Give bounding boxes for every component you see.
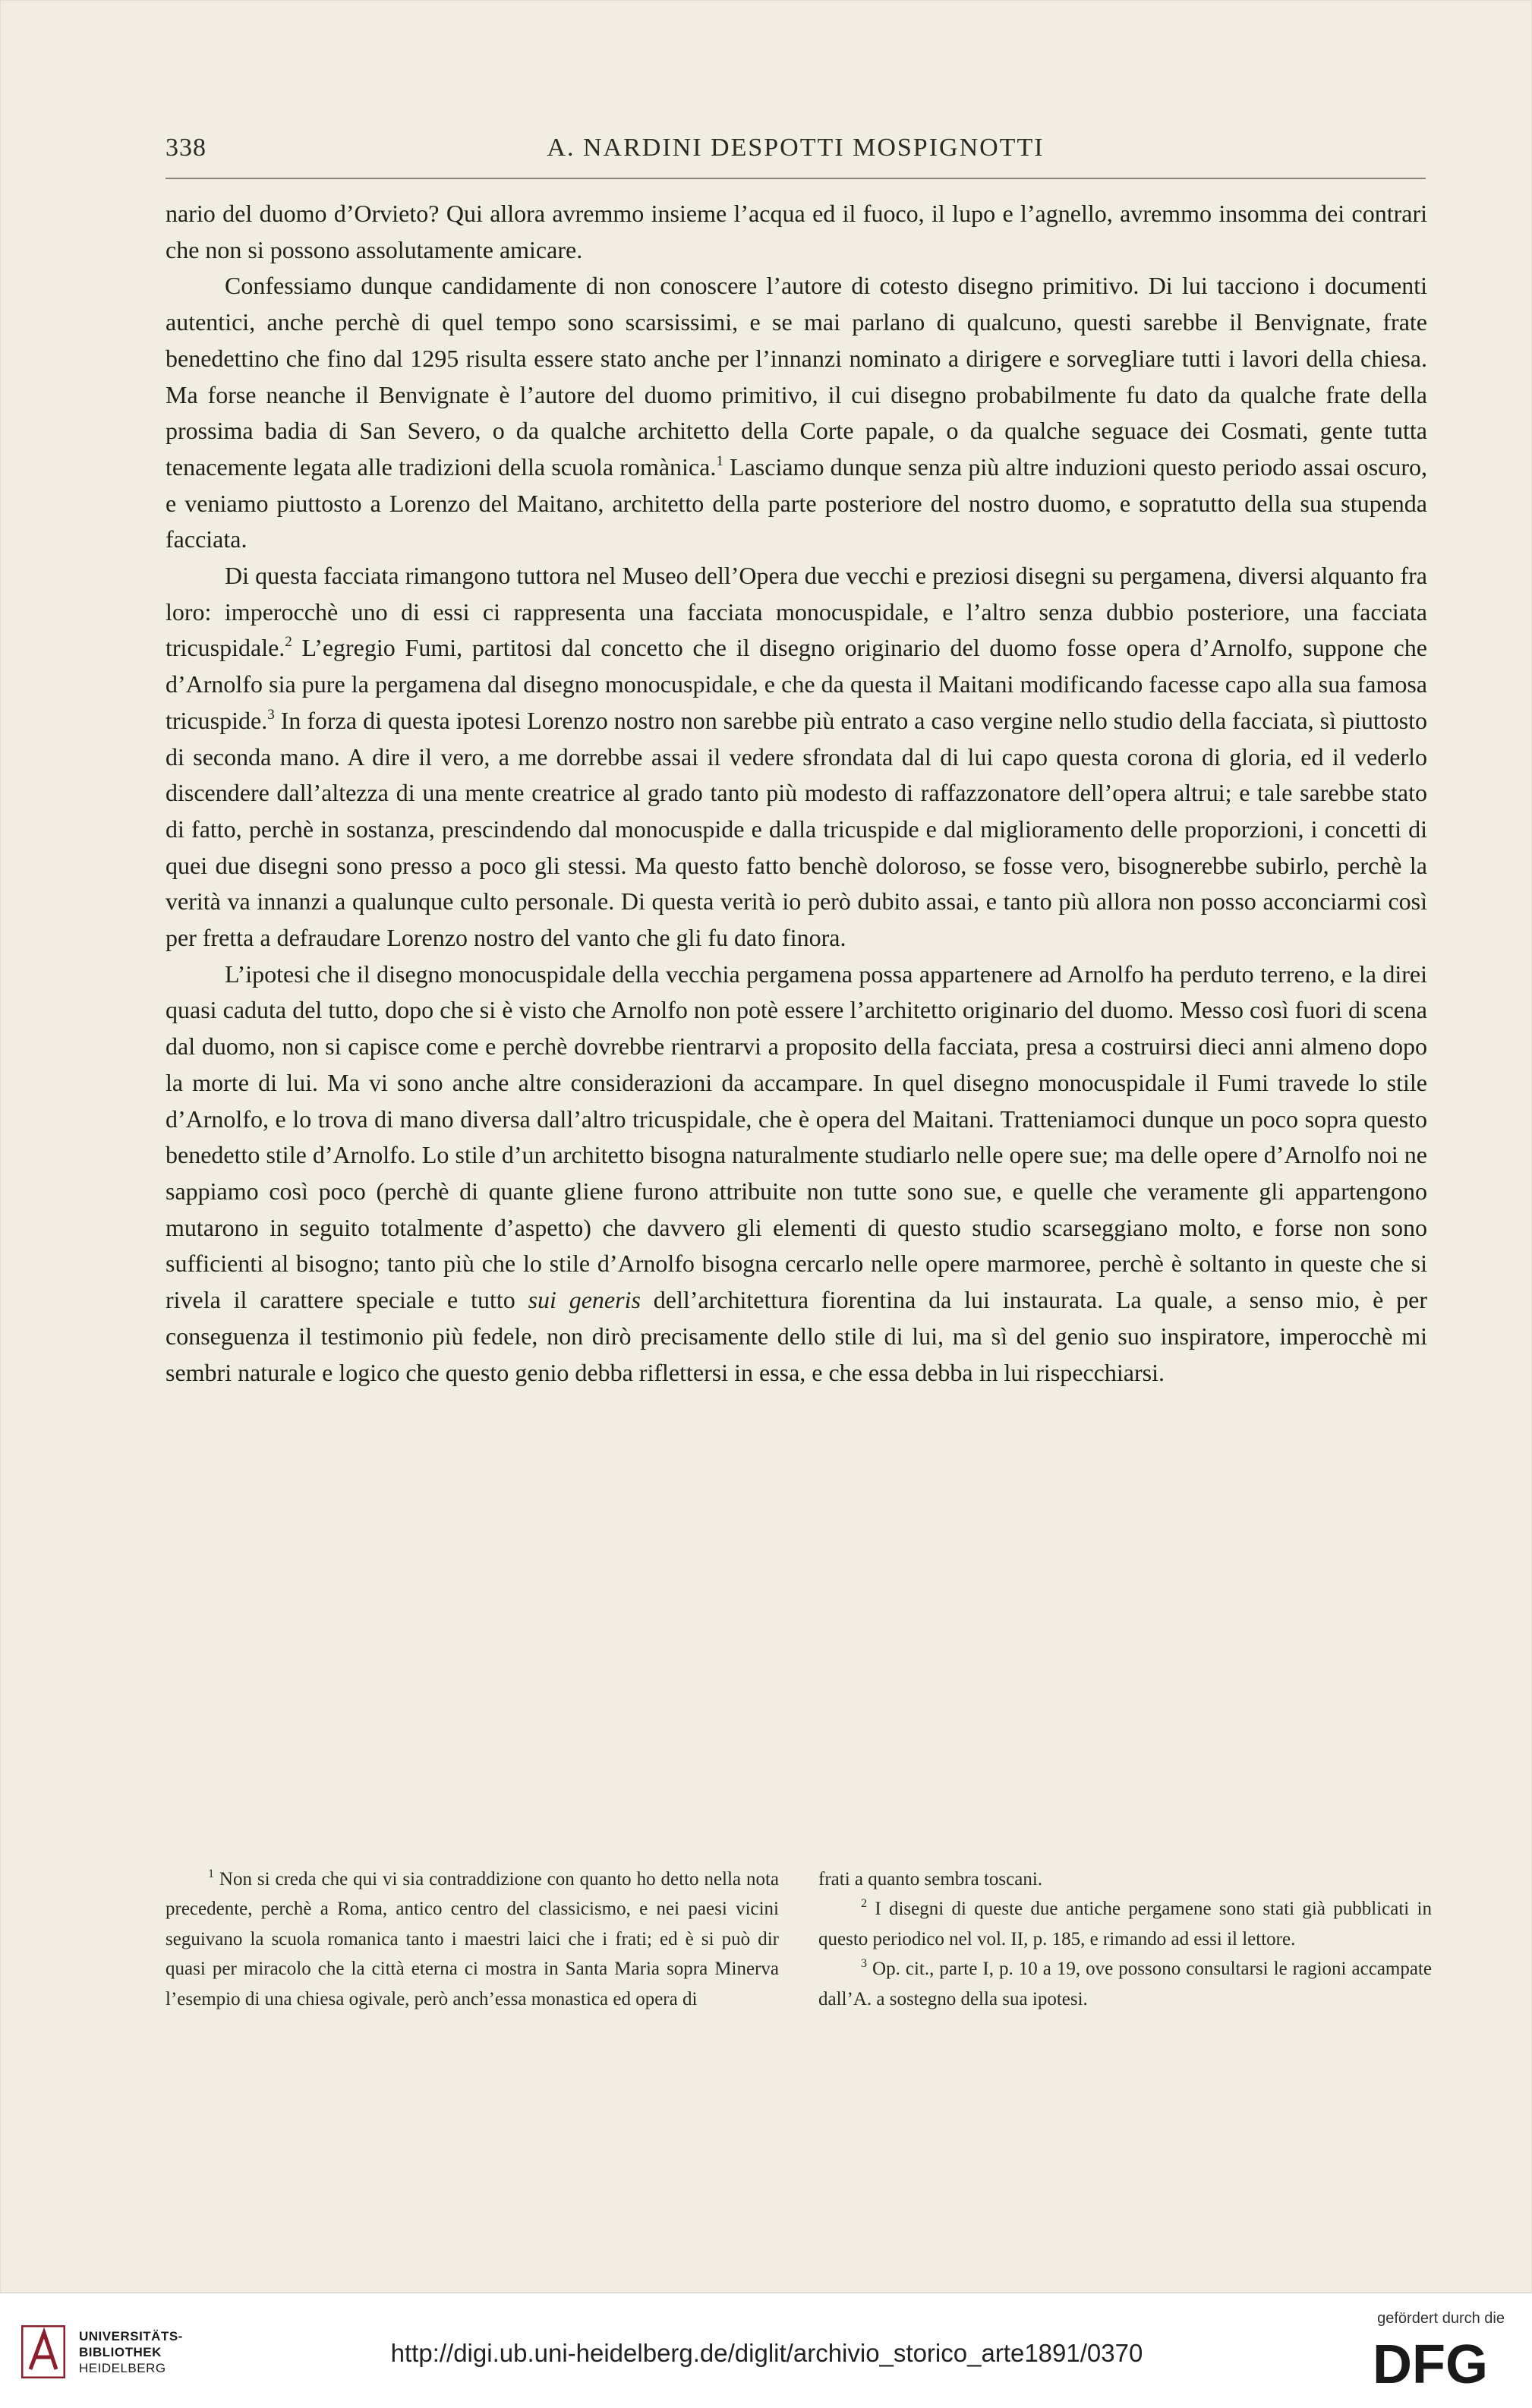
paragraph-4: L’ipotesi che il disegno monocuspidale della vecchia pergamena possa appartenere ad Arnolfo ha perduto terreno, e la direi quasi caduta del tutto, dopo che si è visto che Arnolfo non potè essere l’architetto originario del duomo. Messo così fuori di scena dal duomo, non si capisce come e perchè dovrebbe rientrarvi a proposito della facciata, presa a costruirsi dieci anni almeno dopo la morte di lui. Ma vi sono anche altre considerazioni da accampare. In quel disegno monocuspidale il Fumi travede lo stile d’Arnolfo, e lo trova di mano diversa dall’altro tricuspidale, che è opera del Maitani. Tratteniamoci dunque un poco sopra questo benedetto stile d’Arnolfo. Lo stile d’un architetto bisogna naturalmente studiarlo nelle opere sue; ma delle opere d’Arnolfo noi ne sappiamo così poco (perchè di quante gliene furono attribuite non tutte sono sue, e quelle che veramente gli appartengono mutarono in seguito totalmente d’aspetto) che davvero gli elementi di questo studio scarseggiano molto, e forse non sono sufficienti al bisogno; tanto più che lo stile d’Arnolfo bisogna cercarlo nelle opere marmoree, perchè è soltanto in queste che si rivela il carattere speciale e tutto sui generis dell’architettura fiorentina da lui instaurata. La quale, a senso mio, è per conseguenza il testimonio più fedele, non dirò precisamente dello stile di lui, ma sì del genio suo inspiratore, imperocchè mi sembri naturale e logico che questo genio debba riflettersi in essa, e che essa debba in lui rispecchiarsi.: [165, 960, 1428, 1386]
svg-text:DFG: DFG: [1373, 2336, 1488, 2389]
italic-phrase: sui generis: [528, 1286, 641, 1314]
footnote-1-continued: frati a quanto sembra toscani.: [818, 1869, 1043, 1890]
footnote-3: $^3$ Op. cit., parte I, p. 10 a 19, ove possono consultarsi le ragioni accampate dall’A. a sostegno della sua ipotesi.: [818, 1957, 1432, 2009]
funding-note: gefördert durch die: [1377, 2310, 1505, 2327]
main-text: [165, 196, 1427, 1391]
permalink-url[interactable]: http://digi.ub.uni-heidelberg.de/diglit/archivio_storico_arte1891/0370: [390, 2339, 1143, 2367]
paragraph-2: Confessiamo dunque candidamente di non conoscere l’autore di cotesto disegno primitivo. Di lui tacciono i documenti autentici, anche perchè di quel tempo sono scarsissimi, e se mai parlano di qualcuno, questi sarebbe il Benvignate, frate benedettino che fino dal 1295 risulta essere stato anche per l’innanzi nominato a dirigere e sorvegliare tutti i lavori della chiesa. Ma forse neanche il Benvignate è l’autore del duomo primitivo, il cui disegno probabilmente fu dato da qualche frate della prossima badia di San Severo, o da qualche architetto della Corte papale, o da qualche seguace dei Cosmati, gente tutta tenacemente legata alle tradizioni della scuola romànica.$^1$ Lasciamo dunque senza più altre induzioni questo periodo assai oscuro, e veniamo piuttosto a Lorenzo del Maitano, architetto della parte posteriore del nostro duomo, e sopratutto della sua stupenda facciata.: [165, 272, 1428, 553]
running-title: A. NARDINI DESPOTTI MOSPIGNOTTI: [547, 134, 1045, 162]
footnote-ref-1: 1: [716, 452, 723, 469]
footnote-2: $^2$ I disegni di queste due antiche pergamene sono stati già pubblicati in questo periodico nel vol. II, p. 185, e rimando ad essi il lettore.: [818, 1897, 1432, 1949]
university-library-name: UNIVERSITÄTS- BIBLIOTHEK HEIDELBERG: [79, 2329, 183, 2375]
footnote-1: $^1$ Non si creda che qui vi sia contraddizione con quanto ho detto nella nota precedente, perchè a Roma, antico centro del classicismo, e nei paesi vicini seguivano la scuola romanica tanto i maestri laici che i frati; ed è si può dir quasi per miracolo che la città eterna ci mostra in Santa Maria sopra Minerva l’esempio di una chiesa ogivale, però anch’essa monastica ed opera di: [165, 1867, 779, 2009]
page-number: 338: [165, 134, 206, 162]
footnote-ref-2: 2: [285, 634, 292, 651]
running-head: [165, 134, 1426, 172]
footnote-ref-3: 3: [267, 706, 275, 723]
digitization-footer: [0, 2293, 1532, 2408]
paragraph-3: Di questa facciata rimangono tuttora nel Museo dell’Opera due vecchi e preziosi disegni su pergamena, diversi alquanto fra loro: imperocchè uno di essi ci rappresenta una facciata monocuspidale, e l’altro senza dubbio posteriore, una facciata tricuspidale.$^2$ L’egregio Fumi, partitosi dal concetto che il disegno originario del duomo fosse opera d’Arnolfo, suppone che d’Arnolfo sia pure la pergamena dal disegno monocuspidale, e che da questa il Maitani modificando facesse capo alla sua famosa tricuspide.$^3$ In forza di questa ipotesi Lorenzo nostro non sarebbe più entrato a caso vergine nello studio della facciata, sì piuttosto di seconda mano. A dire il vero, a me dorrebbe assai il vedere sfrondata dal di lui capo questa corona di gloria, ed il vederlo discendere dall’altezza di una mente creatrice al grado tanto più modesto di raffazzonatore dell’opera altrui; e tale sarebbe stato di fatto, perchè in sostanza, prescindendo dal monocuspide e dalla tricuspide e dal miglioramento delle proporzioni, i concetti di quei due disegni sono presso a poco gli stessi. Ma questo fatto benchè doloroso, se fosse vero, bisognerebbe subirlo, perchè la verità va innanzi a qualunque culto personale. Di questa verità io però dubito assai, e tanto più allora non posso acconciarmi così per fretta a defraudare Lorenzo nostro del vanto che gli fu dato finora.: [165, 562, 1427, 952]
footnotes-right-column: [818, 1864, 1432, 2014]
footnotes-left-column: [165, 1864, 779, 2014]
dfg-logo-icon: [1354, 2336, 1506, 2389]
paragraph-1: nario del duomo d’Orvieto? Qui allora avremmo insieme l’acqua ed il fuoco, il lupo e l’agnello, avremmo insomma dei contrari che non si possono assolutamente amicare.: [165, 200, 1427, 263]
header-rule: [165, 178, 1426, 179]
university-library-logo-icon: [21, 2325, 65, 2378]
